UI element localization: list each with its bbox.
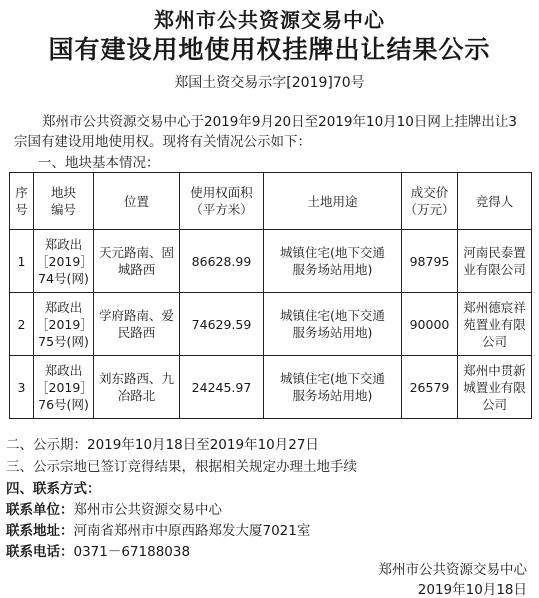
- cell-line: 郑政出: [44, 362, 83, 378]
- cell-line: 地块: [50, 185, 76, 200]
- notice-title: 国有建设用地使用权挂牌出让结果公示: [48, 35, 491, 64]
- cell-line: 86628.99: [191, 253, 252, 269]
- cell-line: 天元路南、固: [98, 245, 174, 260]
- cell-line: 1: [17, 253, 26, 269]
- cell-line: （万元）: [404, 202, 455, 217]
- cell-line: 使用权面积: [190, 185, 253, 200]
- cell-line: 冶路北: [117, 388, 156, 403]
- signature-org: 郑州市公共资源交易中心: [378, 562, 527, 578]
- cell-line: 74629.59: [191, 316, 252, 332]
- cell-line: 74号(网): [38, 270, 89, 286]
- land-parcel-table: [9, 172, 532, 419]
- cell-line: 位置: [123, 193, 149, 209]
- section-heading-basic-info: 一、地块基本情况：: [38, 155, 160, 171]
- cell-line: 服务场站用地): [292, 388, 373, 403]
- header-seq: [10, 173, 34, 230]
- cell-line: 98795: [409, 253, 450, 269]
- contact-address: [6, 519, 310, 539]
- cell-line: 城镇住宅(地下交通: [280, 245, 385, 260]
- table-header-row: [10, 173, 532, 230]
- cell-parcel-code: [34, 293, 94, 356]
- cell-line: 学府路南、爱: [98, 308, 174, 323]
- cell-line: 成交价: [410, 185, 449, 200]
- cell-line: ［2019］: [36, 253, 93, 269]
- cell-winner: [458, 230, 532, 293]
- cell-area: [180, 293, 264, 356]
- issuer-org: 郑州市公共资源交易中心: [154, 8, 385, 32]
- contact-phone-value: 0371－67188038: [73, 544, 191, 560]
- header-location: [94, 173, 180, 230]
- cell-line: ［2019］: [36, 379, 93, 395]
- cell-land-use: [264, 293, 402, 356]
- cell-line: 刘东路西、九: [98, 371, 174, 386]
- cell-land-use: [264, 356, 402, 419]
- cell-line: 城置业有限: [463, 379, 526, 395]
- cell-parcel-code: [34, 356, 94, 419]
- contact-address-label: 联系地址：: [6, 523, 74, 539]
- header-area: [180, 173, 264, 230]
- cell-location: [94, 293, 180, 356]
- cell-seq: [10, 293, 34, 356]
- cell-price: [402, 293, 458, 356]
- document-number: 郑国土资交易示字[2019]70号: [174, 75, 365, 91]
- cell-line: 75号(网): [38, 333, 89, 349]
- cell-location: [94, 230, 180, 293]
- cell-winner: [458, 356, 532, 419]
- cell-line: 90000: [409, 316, 450, 332]
- cell-line: 郑州中贯新: [463, 362, 526, 378]
- cell-line: 苑置业有限: [463, 316, 526, 332]
- cell-line: 土地用途: [307, 193, 358, 209]
- cell-line: 郑政出: [44, 299, 83, 315]
- cell-line: 竞得人: [475, 193, 514, 209]
- header-price: [402, 173, 458, 230]
- signature-date: 2019年10月18日: [417, 582, 527, 598]
- contact-heading: 四、联系方式：: [6, 481, 101, 497]
- cell-line: 服务场站用地): [292, 262, 373, 277]
- cell-line: 序: [15, 185, 28, 200]
- cell-line: ［2019］: [36, 316, 93, 332]
- publicity-period: 二、公示期：2019年10月18日至2019年10月27日: [6, 437, 319, 453]
- contact-phone-label: 联系电话：: [6, 544, 74, 560]
- cell-line: 郑政出: [44, 236, 83, 252]
- cell-line: 城镇住宅(地下交通: [280, 371, 385, 386]
- cell-line: 公司: [481, 333, 507, 349]
- cell-line: 26579: [409, 379, 450, 395]
- cell-line: 郑州德宸祥: [463, 299, 526, 315]
- cell-location: [94, 356, 180, 419]
- cell-line: 编号: [50, 202, 76, 217]
- table-row: [10, 230, 532, 293]
- cell-line: 河南民泰置: [463, 245, 526, 260]
- cell-line: 民路西: [117, 325, 156, 340]
- cell-line: 业有限公司: [463, 262, 526, 277]
- cell-line: 号: [15, 202, 28, 217]
- cell-line: 3: [17, 379, 26, 395]
- table-row: [10, 293, 532, 356]
- cell-line: 76号(网): [38, 396, 89, 412]
- cell-area: [180, 356, 264, 419]
- cell-line: （平方米）: [190, 202, 253, 217]
- cell-land-use: [264, 230, 402, 293]
- intro-paragraph: 郑州市公共资源交易中心于2019年9月20日至2019年10月10日网上挂牌出让3宗国有建设用地使用权。现将有关情况公示如下：: [14, 114, 517, 150]
- header-land-use: [264, 173, 402, 230]
- cell-price: [402, 230, 458, 293]
- cell-parcel-code: [34, 230, 94, 293]
- contact-unit-label: 联系单位：: [6, 502, 74, 518]
- cell-area: [180, 230, 264, 293]
- cell-line: 2: [17, 316, 26, 332]
- cell-line: 城路西: [117, 262, 156, 277]
- contact-address-value: 河南省郑州市中原西路郑发大厦7021室: [73, 523, 311, 539]
- cell-winner: [458, 293, 532, 356]
- procedure-note: 三、公示宗地已签订竞得结果，根据相关规定办理土地手续: [6, 459, 357, 475]
- header-winner: [458, 173, 532, 230]
- cell-line: 公司: [481, 396, 507, 412]
- table-body: [10, 230, 532, 419]
- contact-unit: [6, 498, 222, 518]
- contact-unit-value: 郑州市公共资源交易中心: [73, 502, 222, 518]
- cell-seq: [10, 230, 34, 293]
- table-row: [10, 356, 532, 419]
- cell-price: [402, 356, 458, 419]
- cell-line: 城镇住宅(地下交通: [280, 308, 385, 323]
- cell-line: 服务场站用地): [292, 325, 373, 340]
- contact-phone: [6, 540, 190, 560]
- cell-seq: [10, 356, 34, 419]
- cell-line: 24245.97: [191, 379, 252, 395]
- header-parcel-code: [34, 173, 94, 230]
